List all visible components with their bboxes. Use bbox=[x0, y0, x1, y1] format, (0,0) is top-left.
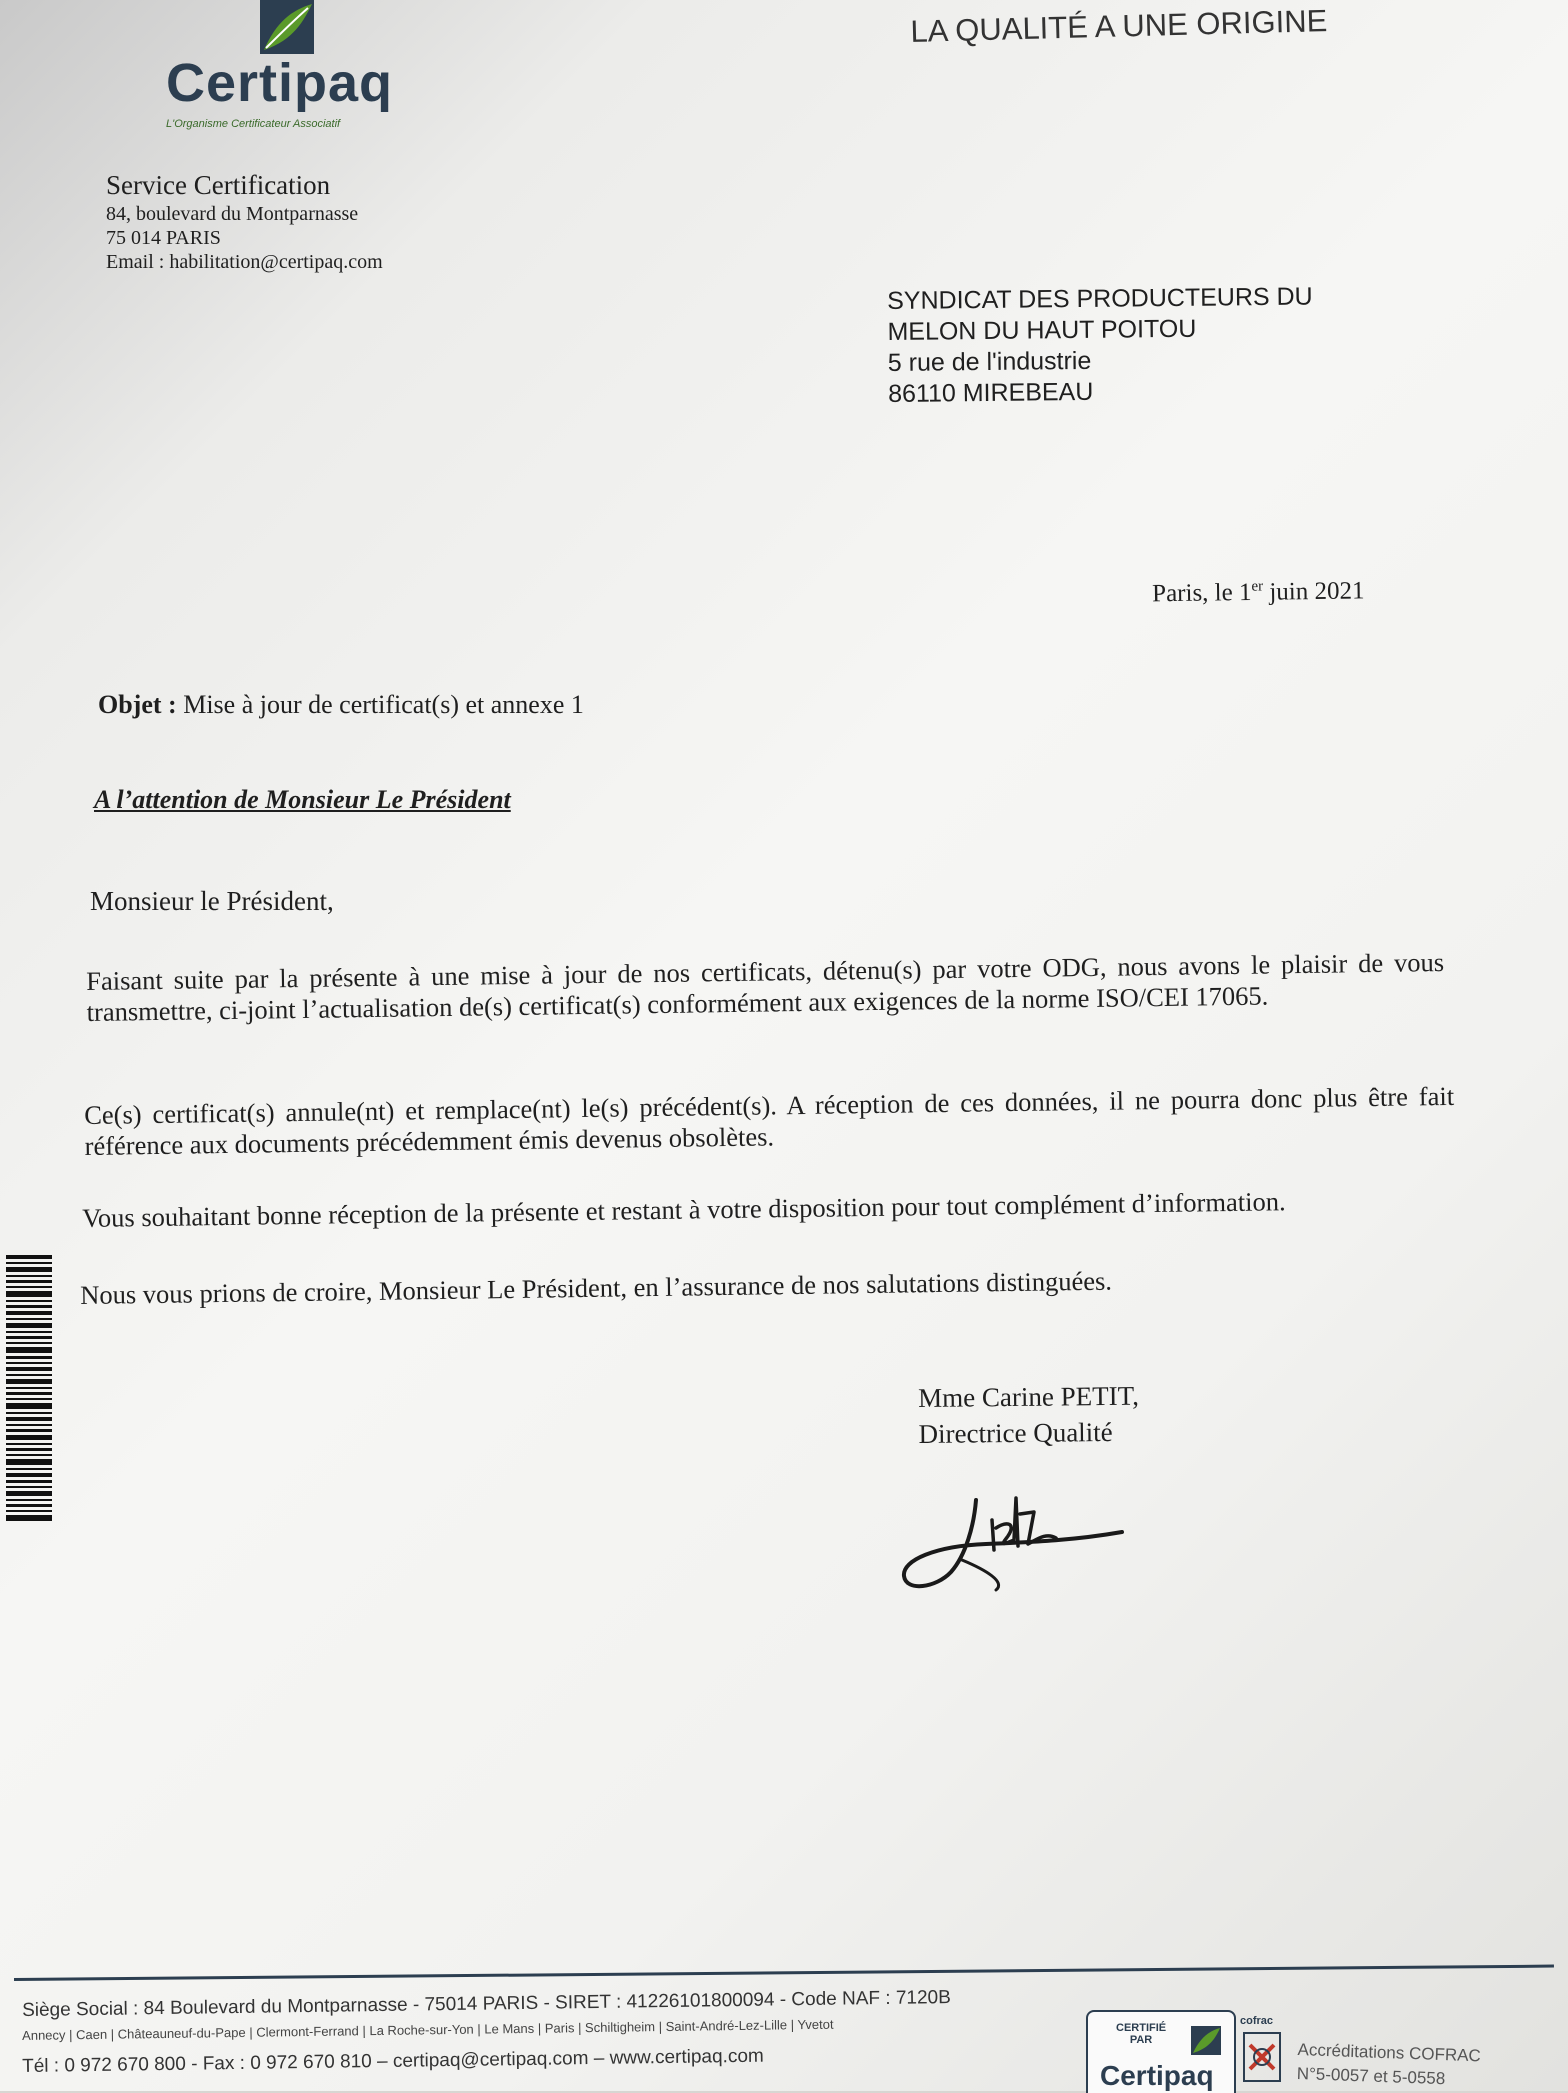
logo-wordmark: Certipaq bbox=[166, 53, 394, 113]
sender-service: Service Certification bbox=[106, 170, 331, 200]
subject-label: Objet : bbox=[98, 690, 177, 719]
body-paragraph-1: Faisant suite par la présente à une mise à jour de nos certificats, détenu(s) par votre ODG, nous avons le plaisir de vous transmettre, ci-joint l’actualisation de(s) certificat(s) conformément aux exigences de la norme ISO/CEI 17065. bbox=[86, 947, 1445, 1027]
par-text: PAR bbox=[1129, 2034, 1153, 2046]
sender-address-line1: 84, boulevard du Montparnasse bbox=[106, 203, 359, 225]
recipient-line3: 5 rue de l'industrie bbox=[887, 346, 1092, 377]
subject-text: Mise à jour de certificat(s) et annexe 1 bbox=[176, 690, 584, 719]
sender-email: Email : habilitation@certipaq.com bbox=[106, 251, 383, 273]
body-paragraph-4: Nous vous prions de croire, Monsieur Le Président, en l’assurance de nos salutations distinguées. bbox=[80, 1265, 1113, 1310]
slogan: LA QUALITÉ A UNE ORIGINE bbox=[910, 3, 1328, 49]
certipaq-logo bbox=[162, 0, 412, 140]
signer-title: Directrice Qualité bbox=[918, 1416, 1113, 1449]
recipient-block bbox=[887, 282, 1314, 410]
signer-block bbox=[918, 1378, 1139, 1452]
sender-block bbox=[106, 168, 383, 274]
handwritten-signature bbox=[896, 1480, 1136, 1610]
badge-wordmark: Certipaq bbox=[1100, 2060, 1214, 2091]
logo-tagline: L'Organisme Certificateur Associatif bbox=[166, 118, 341, 130]
date-sup: er bbox=[1251, 578, 1264, 595]
certified-by-certipaq-badge bbox=[1086, 2010, 1236, 2093]
leaf-icon bbox=[1190, 2026, 1222, 2056]
certifie-text: CERTIFIÉ bbox=[1116, 2022, 1167, 2034]
footer-head-office: Siège Social : 84 Boulevard du Montparnasse - 75014 PARIS - SIRET : 41226101800094 - Code NAF : 7120B bbox=[22, 1987, 951, 2021]
cofrac-logo bbox=[1240, 2015, 1284, 2091]
recipient-line4: 86110 MIREBEAU bbox=[887, 377, 1094, 408]
accreditation-text bbox=[1296, 2038, 1481, 2092]
subject-line bbox=[98, 690, 584, 720]
cofrac-emblem-icon bbox=[1242, 2031, 1282, 2083]
leaf-icon bbox=[258, 0, 316, 56]
sender-address-line2: 75 014 PARIS bbox=[106, 227, 221, 249]
letter-date bbox=[1152, 577, 1365, 608]
accreditation-line2: N°5-0057 et 5-0558 bbox=[1296, 2063, 1446, 2089]
accreditation-line1: Accréditations COFRAC bbox=[1297, 2039, 1482, 2066]
footer-branches: Annecy | Caen | Châteauneuf-du-Pape | Clermont-Ferrand | La Roche-sur-Yon | Le Mans | Paris | Schiltigheim | Saint-André-Lez-Lille | Yvetot bbox=[22, 2016, 834, 2043]
footer-contact: Tél : 0 972 670 800 - Fax : 0 972 670 810 – certipaq@certipaq.com – www.certipaq.com bbox=[22, 2045, 764, 2077]
recipient-line1: SYNDICAT DES PRODUCTEURS DU bbox=[887, 282, 1313, 315]
body-paragraph-2: Ce(s) certificat(s) annule(nt) et remplace(nt) le(s) précédent(s). A réception de ces données, il ne pourra donc plus être fait référence aux documents précédemment émis devenus obsolètes. bbox=[84, 1080, 1455, 1161]
footer-divider bbox=[14, 1965, 1554, 1981]
recipient-line2: MELON DU HAUT POITOU bbox=[887, 314, 1197, 346]
barcode bbox=[6, 1255, 52, 1523]
signer-name: Mme Carine PETIT, bbox=[918, 1380, 1140, 1413]
body-paragraph-3: Vous souhaitant bonne réception de la présente et restant à votre disposition pour tout complément d’information. bbox=[82, 1186, 1286, 1233]
salutation: Monsieur le Président, bbox=[90, 886, 334, 916]
cofrac-wordmark: cofrac bbox=[1240, 2015, 1274, 2027]
certifie-par-label bbox=[1116, 2022, 1166, 2046]
date-prefix: Paris, le 1 bbox=[1152, 578, 1252, 608]
attention-line: A l’attention de Monsieur Le Président bbox=[94, 785, 511, 814]
date-suffix: juin 2021 bbox=[1262, 577, 1365, 606]
